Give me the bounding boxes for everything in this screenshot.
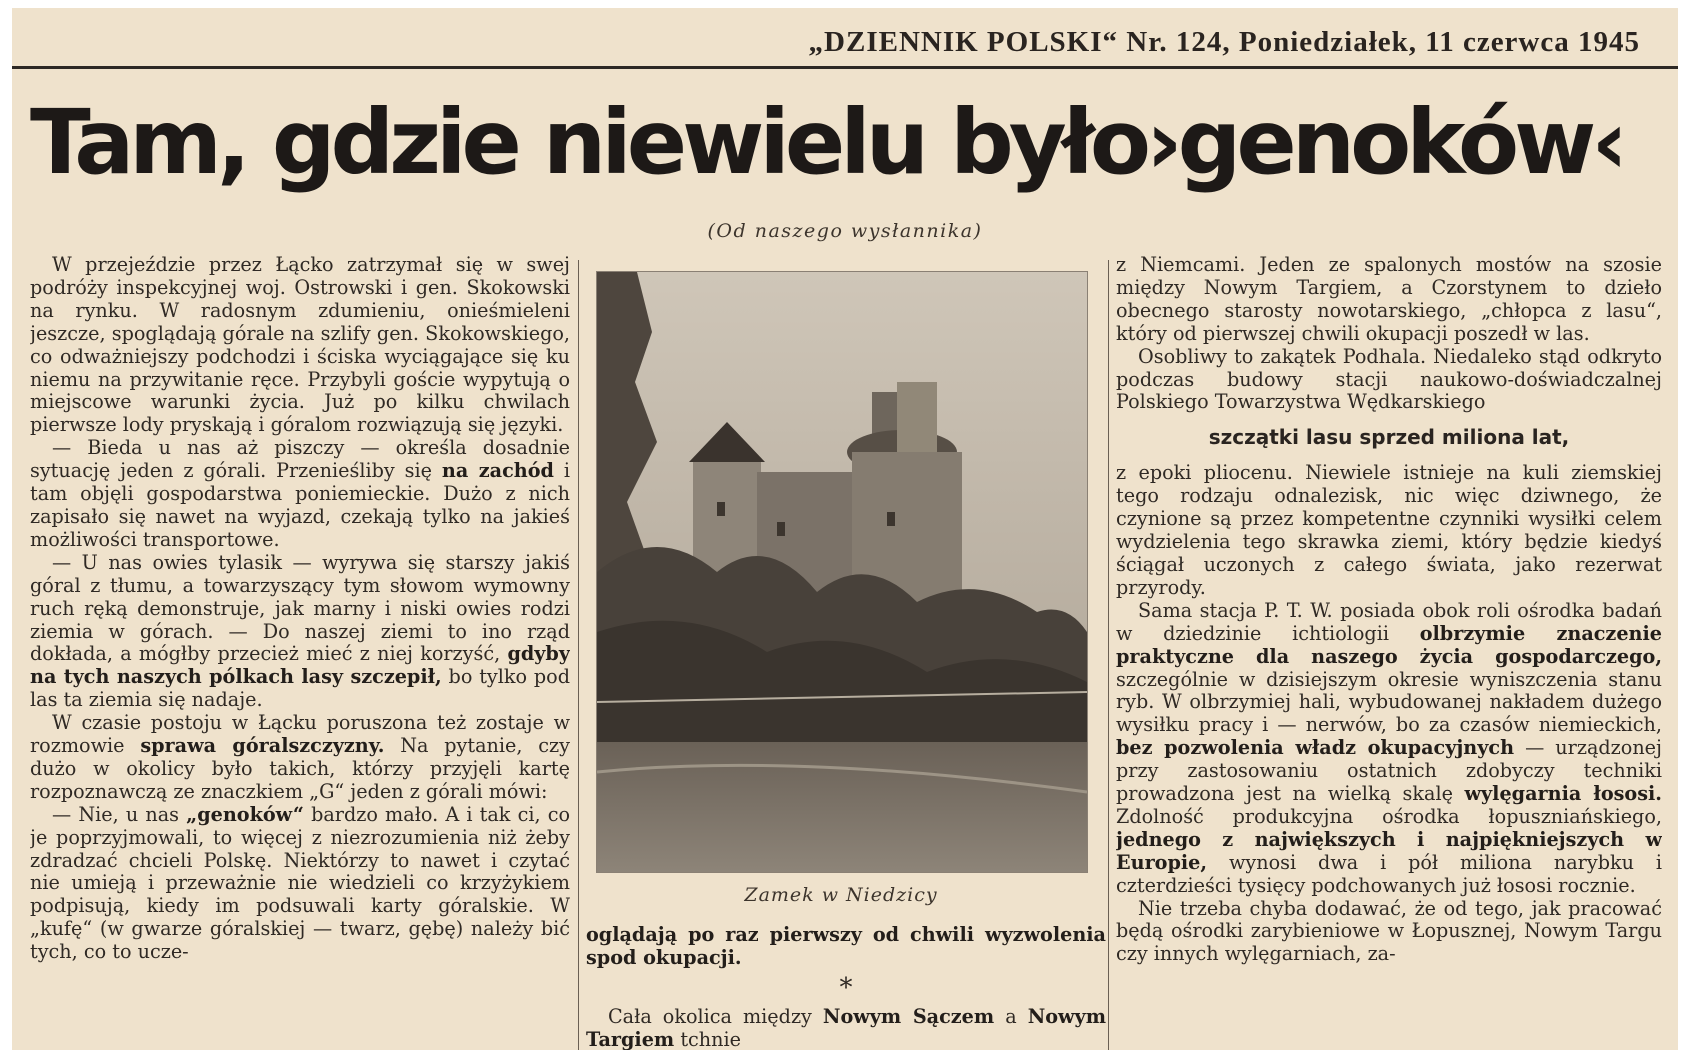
separator-star: * <box>839 972 853 1003</box>
column-left <box>30 254 570 1050</box>
bold-text: olbrzymie znaczenie praktyczne dla naszego życia gospodarczego, <box>1116 621 1662 668</box>
paragraph: W przejeździe przez Łącko zatrzymał się w swej podróży inspekcyjnej woj. Ostrowski i gen. Skokowski na rynku. W radosnym zdumieniu, onieśmieleni jeszcze, spoglądają górale na szlify gen. Skokowskiego, co odważniejszy podchodzi i ściska wyciągające się ku niemu na przywitanie ręce. Przybyli goście wypytują o miejscowe warunki życia. Już po kilku chwilach pierwsze lody pryskają i góralom rozwiązują się języki. <box>30 254 570 437</box>
paragraph: z epoki pliocenu. Niewiele istnieje na kuli ziemskiej tego rodzaju odnalezisk, nic więc dziwnego, że czynione są przez kompetentne czynniki wysiłki celem wydzielenia tego skrawka ziemi, który będzie kiedyś ściągał uczonych z całego świata, jako rezerwat przyrody. <box>1116 461 1662 599</box>
bold-text: Nowym Sączem <box>822 1004 995 1028</box>
paragraph: — Bieda u nas aż piszczy — określa dosadnie sytuację jeden z górali. Przenieśliby się na zachód i tam objęli gospodarstwa poniemieckie. Dużo z nich zapisało się nawet na wyjazd, czekają tylko na jakieś możliwości transportowe. <box>30 436 570 551</box>
bold-text: Nowym Targiem <box>586 1004 1106 1050</box>
castle-image <box>597 272 1087 872</box>
bold-text: „genoków“ <box>186 802 304 826</box>
masthead-rule <box>12 66 1678 69</box>
bold-text: na zachód <box>441 459 554 483</box>
paragraph: — U nas owies tylasik — wyrywa się starszy jakiś góral z tłumu, a towarzyszący tym słowom wymowny ruch ręką demonstruje, jak marny i niski owies rodzi ziemia w górach. — Do naszej ziemi to ino rząd dokłada, a mógłby przecież mieć z niej korzyść, gdyby na tych naszych pólkach lasy szczepił, bo tylko pod las ta ziemia się nadaje. <box>30 550 570 712</box>
newspaper-clipping <box>12 8 1678 1050</box>
column-right <box>1116 254 1662 1050</box>
column-divider <box>1108 260 1109 1050</box>
headline: Tam, gdzie niewielu było›genoków‹ <box>30 90 1624 194</box>
paragraph: z Niemcami. Jeden ze spalonych mostów na szosie między Nowym Targiem, a Czorstynem to dzieło obecnego starosty nowotarskiego, „chłopca z lasu“, który od pierwszej chwili okupacji poszedł w las. <box>1116 254 1662 345</box>
paragraph: Nie trzeba chyba dodawać, że od tego, jak pracować będą ośrodki zarybieniowe w Łopusznej, Nowym Targu czy innych wylęgarniach, za- <box>1116 896 1662 966</box>
subheading: szczątki lasu sprzed miliona lat, <box>1208 425 1570 450</box>
paragraph: Osobliwy to zakątek Podhala. Niedaleko stąd odkryto podczas budowy stacji naukowo-doświadczalnej Polskiego Towarzystwa Wędkarskiego <box>1116 344 1662 414</box>
bold-text: gdyby na tych naszych pólkach lasy szczepił, <box>30 642 570 689</box>
column-divider <box>578 260 579 1050</box>
column-middle <box>586 924 1106 1050</box>
bold-text: oglądają po raz pierwszy od chwili wyzwolenia spod okupacji. <box>586 924 1106 969</box>
castle-photo <box>596 271 1088 873</box>
bold-text: bez pozwolenia władz okupacyjnych <box>1116 736 1515 760</box>
bold-text: jednego z największych i najpiękniejszych w Europie, <box>1116 827 1662 874</box>
paragraph <box>586 924 1106 970</box>
paragraph: Sama stacja P. T. W. posiada obok roli ośrodka badań w dziedzinie ichtiologii olbrzymie znaczenie praktyczne dla naszego życia gospodarczego, szczególnie w dzisiejszym okresie wyniszczenia stanu ryb. W olbrzymiej hali, wybudowanej nakładem dużego wysiłku pracy i — nerwów, bo za czasów niemieckich, bez pozwolenia władz okupacyjnych — urządzonej przy zastosowaniu ostatnich zdobyczy techniki prowadzona jest na wielką skalę wylęgarnia łososi. Zdolność produkcyjna ośrodka łopuszniańskiego, jednego z największych i najpiękniejszych w Europie, wynosi dwa i pół miliona narybku i czterdzieści tysięcy podchowanych już łososi rocznie. <box>1116 598 1662 897</box>
paragraph: Cała okolica między Nowym Sączem a Nowym Targiem tchnie <box>586 1004 1106 1050</box>
paragraph: — Nie, u nas „genoków“ bardzo mało. A i tak ci, co je poprzyjmowali, to więcej z niezrozumienia niż żeby zdradzać chcieli Polskę. Niektórzy to nawet i czytać nie umieją i przeważnie nie wiedzieli co krzyżykiem podpisują, kiedy im podsuwali karty góralskie. W „kufę“ (w gwarze góralskiej — twarz, gębę) należy bić tych, co to ucze- <box>30 802 570 964</box>
photo-caption: Zamek w Niedzicy <box>744 884 938 906</box>
masthead: „DZIENNIK POLSKI“ Nr. 124, Poniedziałek, 11 czerwca 1945 <box>808 26 1640 58</box>
bold-text: wylęgarnia łososi. <box>1464 782 1662 806</box>
byline: (Od naszego wysłannika) <box>707 220 983 242</box>
paragraph: W czasie postoju w Łącku poruszona też zostaje w rozmowie sprawa góralszczyzny. Na pytanie, czy dużo w okolicy było takich, którzy przyjęli kartę rozpoznawczą ze znaczkiem „G“ jeden z górali mówi: <box>30 711 570 803</box>
bold-text: sprawa góralszczyzny. <box>140 734 385 758</box>
